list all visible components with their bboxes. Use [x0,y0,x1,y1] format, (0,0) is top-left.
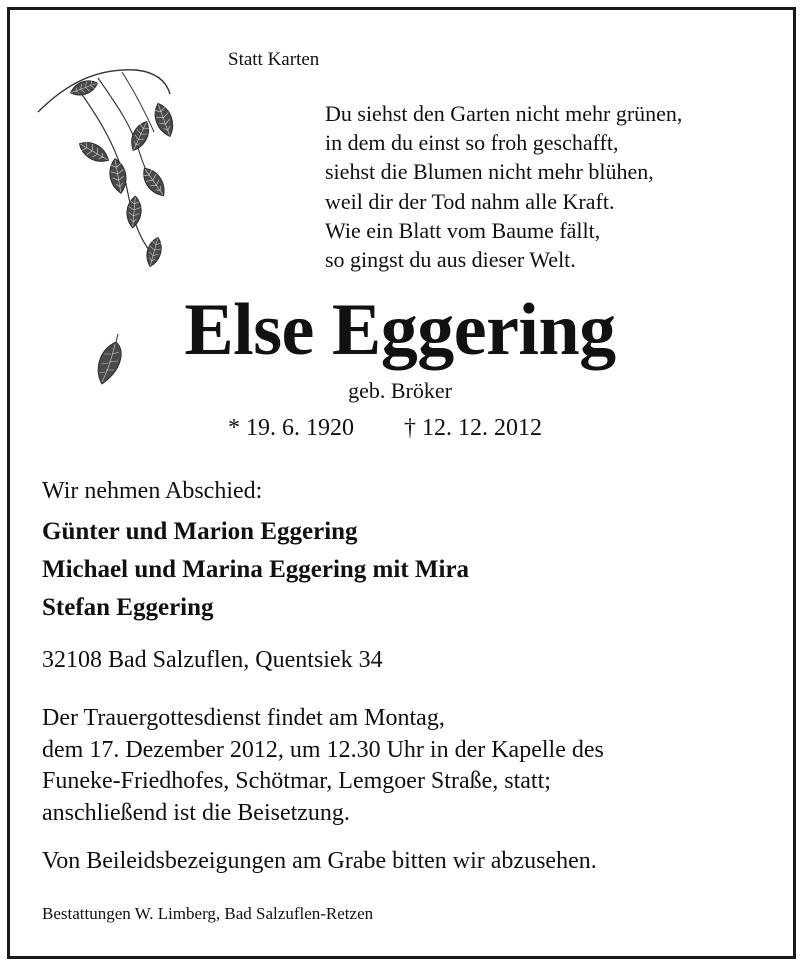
maiden-name: geb. Bröker [348,378,452,403]
family-address: 32108 Bad Salzuflen, Quentsiek 34 [42,647,383,673]
farewell-intro: Wir nehmen Abschied: [42,478,263,504]
statt-karten-heading: Statt Karten [228,49,320,70]
mourner-name: Günter und Marion Eggering [42,518,358,545]
service-info [42,703,604,829]
poem-line: in dem du einst so froh geschafft, [325,130,619,156]
mourner-name: Michael und Marina Eggering mit Mira [42,556,470,583]
condolence-note: Von Beileidsbezeigungen am Grabe bitten wir abzusehen. [42,848,597,874]
death-date: † 12. 12. 2012 [404,415,542,441]
mourner-name: Stefan Eggering [42,594,214,621]
service-line: dem 17. Dezember 2012, um 12.30 Uhr in der Kapelle des [42,736,604,763]
poem-line: siehst die Blumen nicht mehr blühen, [325,159,654,185]
deceased-name: Else Eggering [184,289,616,371]
poem-line: Wie ein Blatt vom Baume fällt, [325,217,601,243]
service-line: Funeke-Friedhofes, Schötmar, Lemgoer Straße, statt; [42,768,551,794]
life-dates [228,415,542,442]
mourners-list [42,513,469,627]
service-line: Der Trauergottesdienst findet am Montag, [42,705,445,731]
service-line: anschließend ist die Beisetzung. [42,799,350,826]
funeral-home: Bestattungen W. Limberg, Bad Salzuflen-Retzen [42,904,374,923]
poem-line: Du siehst den Garten nicht mehr grünen, [325,101,683,126]
poem-line: weil dir der Tod nahm alle Kraft. [325,188,615,214]
birch-branch-icon [36,64,186,279]
poem [325,99,682,274]
birth-date: * 19. 6. 1920 [228,415,354,441]
poem-line: so gingst du aus dieser Welt. [325,247,576,273]
